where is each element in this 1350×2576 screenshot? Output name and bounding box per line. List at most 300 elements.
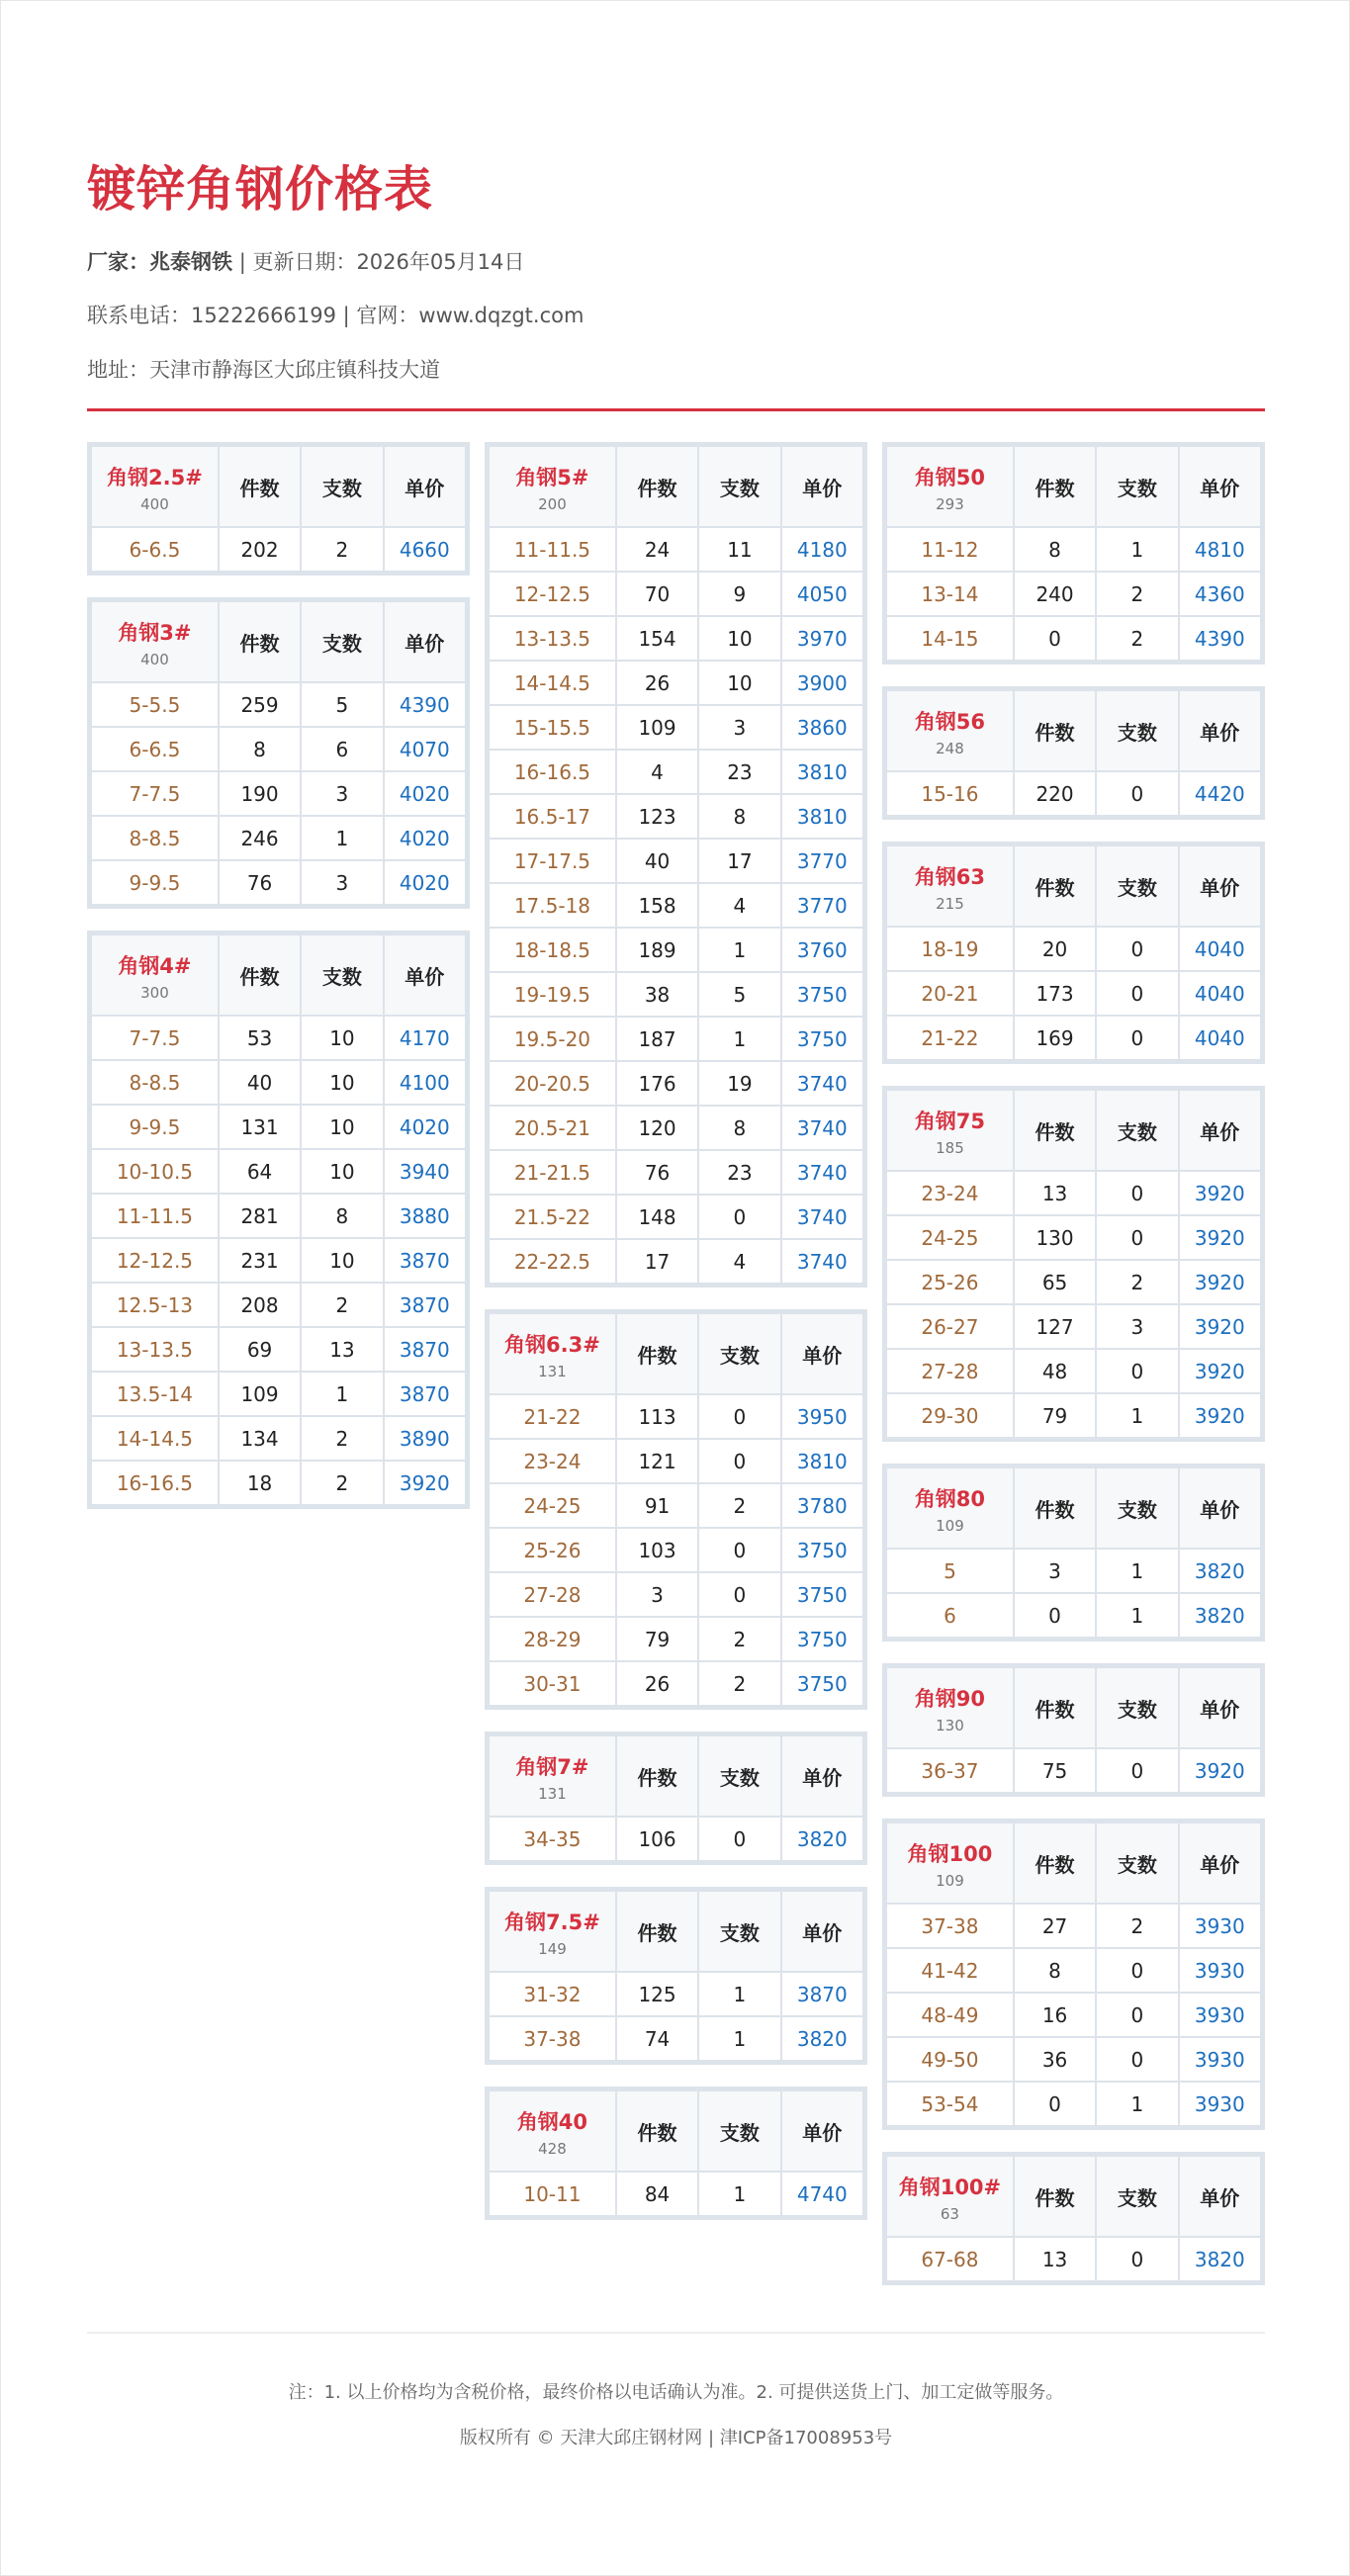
column-header: 支数: [1096, 1467, 1178, 1549]
price-cell: 3920: [1179, 1393, 1261, 1438]
column-header: 件数: [616, 2090, 698, 2172]
size-cell: 30-31: [489, 1661, 616, 1706]
size-cell: 28-29: [489, 1617, 616, 1661]
column-header: 单价: [781, 1313, 863, 1394]
table-row: [489, 1528, 863, 1572]
price-cell: 4660: [384, 527, 466, 572]
pieces-cell: 148: [616, 1195, 698, 1239]
table-row: [489, 1195, 863, 1239]
table-row: [886, 971, 1261, 1016]
price-cell: 4020: [384, 816, 466, 860]
size-cell: 14-14.5: [91, 1416, 219, 1461]
size-cell: 6-6.5: [91, 527, 219, 572]
pieces-cell: 158: [616, 883, 698, 928]
spec-count: 63: [940, 2205, 959, 2223]
price-cell: 3740: [781, 1150, 863, 1195]
table-header-row: [886, 845, 1261, 927]
bars-cell: 1: [301, 816, 383, 860]
pieces-cell: 127: [1014, 1304, 1096, 1349]
price-table: [485, 1732, 867, 1865]
spec-header: [886, 446, 1014, 527]
table-row: [886, 1215, 1261, 1260]
spec-count: 131: [538, 1363, 567, 1380]
size-cell: 16.5-17: [489, 794, 616, 839]
table-row: [91, 816, 466, 860]
pieces-cell: 18: [219, 1461, 301, 1505]
price-table-grid: [488, 1312, 864, 1707]
pieces-cell: 106: [616, 1817, 698, 1861]
size-cell: 6: [886, 1593, 1014, 1638]
contact-line: 联系电话：15222666199 | 官网：www.dqzgt.com: [87, 304, 585, 327]
price-table: [882, 1819, 1265, 2130]
pieces-cell: 8: [219, 727, 301, 771]
price-table: [882, 1663, 1265, 1797]
table-row: [489, 1150, 863, 1195]
pieces-cell: 40: [616, 839, 698, 883]
column-header: 单价: [384, 601, 466, 682]
size-cell: 37-38: [886, 1904, 1014, 1948]
size-cell: 67-68: [886, 2237, 1014, 2281]
column-header: 支数: [301, 934, 383, 1016]
size-cell: 21.5-22: [489, 1195, 616, 1239]
price-cell: 4100: [384, 1060, 466, 1105]
table-row: [489, 705, 863, 750]
pieces-cell: 75: [1014, 1748, 1096, 1793]
pieces-cell: 173: [1014, 971, 1096, 1016]
table-row: [489, 1617, 863, 1661]
bars-cell: 17: [698, 839, 780, 883]
size-cell: 12-12.5: [489, 572, 616, 616]
price-cell: 3920: [384, 1461, 466, 1505]
table-row: [886, 1260, 1261, 1304]
price-cell: 3930: [1179, 1948, 1261, 1993]
price-cell: 3770: [781, 839, 863, 883]
table-row: [886, 1593, 1261, 1638]
price-cell: 3820: [781, 1817, 863, 1861]
price-cell: 4420: [1179, 771, 1261, 816]
spec-count: 293: [936, 495, 964, 513]
table-header-row: [886, 1667, 1261, 1748]
table-row: [489, 1572, 863, 1617]
pieces-cell: 109: [616, 705, 698, 750]
table-row: [489, 1106, 863, 1150]
table-row: [489, 661, 863, 705]
price-table-grid: [885, 1089, 1262, 1439]
pieces-cell: 154: [616, 616, 698, 661]
price-table-grid: [488, 1734, 864, 1862]
table-row: [886, 572, 1261, 616]
table-header-row: [886, 1090, 1261, 1171]
price-cell: 4020: [384, 860, 466, 905]
price-table: [87, 442, 470, 576]
column-header: 单价: [1179, 2156, 1261, 2237]
table-header-row: [886, 1822, 1261, 1904]
column-header: 件数: [219, 934, 301, 1016]
price-cell: 3820: [1179, 1549, 1261, 1593]
price-cell: 3870: [384, 1327, 466, 1372]
table-row: [91, 1194, 466, 1238]
price-cell: 3930: [1179, 2037, 1261, 2082]
spec-name: 角钢56: [914, 710, 986, 734]
price-cell: 3750: [781, 972, 863, 1017]
column-header: 件数: [1014, 845, 1096, 927]
table-row: [886, 927, 1261, 971]
pieces-cell: 76: [219, 860, 301, 905]
pieces-cell: 113: [616, 1394, 698, 1439]
price-cell: 3740: [781, 1061, 863, 1106]
table-row: [489, 794, 863, 839]
pieces-cell: 70: [616, 572, 698, 616]
size-cell: 17-17.5: [489, 839, 616, 883]
table-header-row: [91, 934, 466, 1016]
price-cell: 4390: [384, 682, 466, 727]
pieces-cell: 103: [616, 1528, 698, 1572]
price-cell: 3760: [781, 928, 863, 972]
size-cell: 12.5-13: [91, 1283, 219, 1327]
pieces-cell: 0: [1014, 616, 1096, 661]
size-cell: 8-8.5: [91, 816, 219, 860]
column-header: 支数: [1096, 1667, 1178, 1748]
bars-cell: 1: [1096, 527, 1178, 572]
spec-count: 400: [140, 651, 169, 668]
table-row: [91, 1327, 466, 1372]
price-cell: 3920: [1179, 1215, 1261, 1260]
price-table: [882, 442, 1265, 665]
column-header: 件数: [1014, 1090, 1096, 1171]
table-row: [91, 1060, 466, 1105]
column-header: 支数: [1096, 2156, 1178, 2237]
spec-count: 130: [936, 1717, 964, 1734]
pieces-cell: 26: [616, 661, 698, 705]
price-cell: 3750: [781, 1572, 863, 1617]
bars-cell: 0: [1096, 1948, 1178, 1993]
spec-header: [489, 1891, 616, 1972]
size-cell: 21-22: [886, 1016, 1014, 1060]
bars-cell: 5: [301, 682, 383, 727]
table-row: [886, 1393, 1261, 1438]
spec-name: 角钢2.5#: [107, 466, 203, 489]
spec-count: 200: [538, 495, 567, 513]
table-row: [489, 1017, 863, 1061]
column-header: 件数: [616, 446, 698, 527]
bars-cell: 0: [1096, 1171, 1178, 1215]
maker-label: 厂家：: [87, 250, 149, 274]
pieces-cell: 190: [219, 771, 301, 816]
price-cell: 3930: [1179, 2082, 1261, 2126]
pieces-cell: 0: [1014, 2082, 1096, 2126]
bars-cell: 10: [301, 1149, 383, 1194]
pieces-cell: 220: [1014, 771, 1096, 816]
price-table-grid: [90, 600, 467, 906]
price-cell: 3950: [781, 1394, 863, 1439]
table-row: [489, 2016, 863, 2061]
bars-cell: 2: [1096, 572, 1178, 616]
pieces-cell: 36: [1014, 2037, 1096, 2082]
price-cell: 3740: [781, 1239, 863, 1284]
price-cell: 4390: [1179, 616, 1261, 661]
price-cell: 3870: [384, 1372, 466, 1416]
pieces-cell: 69: [219, 1327, 301, 1372]
bars-cell: 1: [698, 2016, 780, 2061]
size-cell: 16-16.5: [489, 750, 616, 794]
maker-line: [87, 246, 524, 276]
price-table-grid: [885, 1666, 1262, 1794]
pieces-cell: 246: [219, 816, 301, 860]
bars-cell: 1: [698, 928, 780, 972]
size-cell: 9-9.5: [91, 860, 219, 905]
pieces-cell: 53: [219, 1016, 301, 1060]
spec-count: 215: [936, 895, 964, 913]
column-header: 件数: [219, 446, 301, 527]
price-cell: 3870: [781, 1972, 863, 2016]
bars-cell: 1: [301, 1372, 383, 1416]
price-cell: 3750: [781, 1017, 863, 1061]
column-header: 单价: [1179, 690, 1261, 771]
price-table: [882, 842, 1265, 1064]
price-cell: 3780: [781, 1483, 863, 1528]
price-cell: 3750: [781, 1661, 863, 1706]
price-table-grid: [885, 2155, 1262, 2282]
bars-cell: 1: [1096, 1593, 1178, 1638]
size-cell: 20.5-21: [489, 1106, 616, 1150]
bars-cell: 6: [301, 727, 383, 771]
price-table-grid: [885, 1821, 1262, 2127]
page-title: 镀锌角钢价格表: [87, 161, 434, 218]
price-table-grid: [488, 2089, 864, 2217]
spec-header: [489, 446, 616, 527]
bars-cell: 0: [1096, 1215, 1178, 1260]
bars-cell: 2: [1096, 1260, 1178, 1304]
price-cell: 3920: [1179, 1748, 1261, 1793]
column-header: 单价: [781, 446, 863, 527]
table-row: [91, 682, 466, 727]
price-table: [485, 442, 867, 1288]
pieces-cell: 134: [219, 1416, 301, 1461]
size-cell: 20-21: [886, 971, 1014, 1016]
pieces-cell: 64: [219, 1149, 301, 1194]
column-header: 单价: [384, 446, 466, 527]
table-row: [489, 616, 863, 661]
table-row: [489, 972, 863, 1017]
bars-cell: 0: [698, 1394, 780, 1439]
pieces-cell: 240: [1014, 572, 1096, 616]
spec-name: 角钢7#: [515, 1755, 589, 1779]
table-row: [489, 572, 863, 616]
pieces-cell: 65: [1014, 1260, 1096, 1304]
table-row: [489, 1439, 863, 1483]
column-header: 支数: [1096, 690, 1178, 771]
column-header: 单价: [1179, 1667, 1261, 1748]
column-header: 支数: [301, 601, 383, 682]
bars-cell: 4: [698, 1239, 780, 1284]
column-header: 支数: [1096, 1090, 1178, 1171]
column-header: 件数: [1014, 1822, 1096, 1904]
spec-name: 角钢6.3#: [504, 1333, 600, 1357]
price-cell: 3820: [1179, 1593, 1261, 1638]
size-cell: 17.5-18: [489, 883, 616, 928]
column-header: 件数: [1014, 1467, 1096, 1549]
size-cell: 31-32: [489, 1972, 616, 2016]
price-table: [87, 931, 470, 1509]
column-header: 件数: [616, 1735, 698, 1817]
size-cell: 26-27: [886, 1304, 1014, 1349]
price-cell: 3750: [781, 1528, 863, 1572]
bars-cell: 0: [1096, 771, 1178, 816]
size-cell: 5: [886, 1549, 1014, 1593]
spec-header: [886, 845, 1014, 927]
spec-name: 角钢40: [516, 2110, 588, 2134]
column-header: 支数: [698, 1735, 780, 1817]
pieces-cell: 0: [1014, 1593, 1096, 1638]
column-header: 单价: [1179, 1090, 1261, 1171]
bars-cell: 0: [698, 1439, 780, 1483]
table-header-row: [886, 2156, 1261, 2237]
price-cell: 3930: [1179, 1904, 1261, 1948]
spec-name: 角钢5#: [515, 466, 589, 489]
column-header: 支数: [301, 446, 383, 527]
bars-cell: 1: [1096, 1549, 1178, 1593]
bars-cell: 10: [698, 661, 780, 705]
table-row: [489, 1394, 863, 1439]
spec-count: 248: [936, 740, 964, 757]
table-row: [489, 839, 863, 883]
pieces-cell: 26: [616, 1661, 698, 1706]
spec-header: [91, 446, 219, 527]
size-cell: 34-35: [489, 1817, 616, 1861]
spec-header: [489, 1313, 616, 1394]
table-row: [91, 1105, 466, 1149]
maker-name: 兆泰钢铁: [149, 250, 232, 274]
spec-header: [886, 1667, 1014, 1748]
size-cell: 19.5-20: [489, 1017, 616, 1061]
price-cell: 3750: [781, 1617, 863, 1661]
size-cell: 15-16: [886, 771, 1014, 816]
bars-cell: 2: [698, 1483, 780, 1528]
size-cell: 18-19: [886, 927, 1014, 971]
table-row: [91, 1016, 466, 1060]
spec-count: 185: [936, 1139, 964, 1157]
spec-header: [886, 1090, 1014, 1171]
size-cell: 19-19.5: [489, 972, 616, 1017]
price-cell: 3820: [781, 2016, 863, 2061]
pieces-cell: 91: [616, 1483, 698, 1528]
size-cell: 29-30: [886, 1393, 1014, 1438]
table-header-row: [489, 446, 863, 527]
table-row: [489, 928, 863, 972]
price-cell: 4180: [781, 527, 863, 572]
pieces-cell: 3: [1014, 1549, 1096, 1593]
spec-header: [91, 601, 219, 682]
size-cell: 13.5-14: [91, 1372, 219, 1416]
table-header-row: [886, 1467, 1261, 1549]
price-table-grid: [885, 1466, 1262, 1639]
column-left: [87, 442, 470, 1531]
pieces-cell: 79: [616, 1617, 698, 1661]
pieces-cell: 13: [1014, 2237, 1096, 2281]
size-cell: 41-42: [886, 1948, 1014, 1993]
spec-count: 400: [140, 495, 169, 513]
size-cell: 10-10.5: [91, 1149, 219, 1194]
pieces-cell: 40: [219, 1060, 301, 1105]
bars-cell: 0: [698, 1528, 780, 1572]
bars-cell: 1: [698, 1017, 780, 1061]
table-row: [91, 727, 466, 771]
spec-name: 角钢75: [914, 1110, 986, 1133]
spec-count: 109: [936, 1872, 964, 1890]
spec-count: 109: [936, 1517, 964, 1535]
bars-cell: 19: [698, 1061, 780, 1106]
size-cell: 20-20.5: [489, 1061, 616, 1106]
price-cell: 3740: [781, 1106, 863, 1150]
price-cell: 3810: [781, 750, 863, 794]
bars-cell: 0: [1096, 927, 1178, 971]
pieces-cell: 176: [616, 1061, 698, 1106]
bars-cell: 5: [698, 972, 780, 1017]
bars-cell: 10: [301, 1238, 383, 1283]
size-cell: 21-21.5: [489, 1150, 616, 1195]
bars-cell: 2: [301, 527, 383, 572]
price-cell: 3870: [384, 1238, 466, 1283]
table-row: [886, 1016, 1261, 1060]
column-header: 件数: [1014, 446, 1096, 527]
size-cell: 24-25: [489, 1483, 616, 1528]
bars-cell: 1: [698, 1972, 780, 2016]
bars-cell: 0: [1096, 1349, 1178, 1393]
price-cell: 4040: [1179, 971, 1261, 1016]
spec-count: 300: [140, 984, 169, 1002]
bars-cell: 2: [1096, 1904, 1178, 1948]
pieces-cell: 24: [616, 527, 698, 572]
size-cell: 18-18.5: [489, 928, 616, 972]
column-header: 支数: [698, 1891, 780, 1972]
spec-name: 角钢63: [914, 865, 986, 889]
table-row: [886, 771, 1261, 816]
size-cell: 13-13.5: [91, 1327, 219, 1372]
price-cell: 4070: [384, 727, 466, 771]
price-table-grid: [885, 844, 1262, 1061]
bars-cell: 8: [698, 1106, 780, 1150]
size-cell: 25-26: [886, 1260, 1014, 1304]
column-header: 支数: [698, 1313, 780, 1394]
pieces-cell: 231: [219, 1238, 301, 1283]
spec-name: 角钢7.5#: [504, 1910, 600, 1934]
bars-cell: 1: [1096, 2082, 1178, 2126]
size-cell: 27-28: [489, 1572, 616, 1617]
table-row: [886, 1948, 1261, 1993]
spec-header: [886, 1822, 1014, 1904]
price-cell: 3880: [384, 1194, 466, 1238]
price-table: [882, 1464, 1265, 1642]
price-table-grid: [885, 445, 1262, 662]
table-header-row: [91, 601, 466, 682]
price-table-grid: [90, 933, 467, 1506]
table-row: [91, 527, 466, 572]
pieces-cell: 131: [219, 1105, 301, 1149]
table-row: [489, 1661, 863, 1706]
pieces-cell: 13: [1014, 1171, 1096, 1215]
pieces-cell: 208: [219, 1283, 301, 1327]
price-table-grid: [488, 445, 864, 1285]
price-cell: 3810: [781, 1439, 863, 1483]
bars-cell: 3: [1096, 1304, 1178, 1349]
column-header: 单价: [1179, 1467, 1261, 1549]
table-row: [489, 1817, 863, 1861]
price-cell: 4040: [1179, 1016, 1261, 1060]
bars-cell: 10: [301, 1016, 383, 1060]
price-table-grid: [488, 1890, 864, 2062]
bars-cell: 4: [698, 883, 780, 928]
price-cell: 3860: [781, 705, 863, 750]
